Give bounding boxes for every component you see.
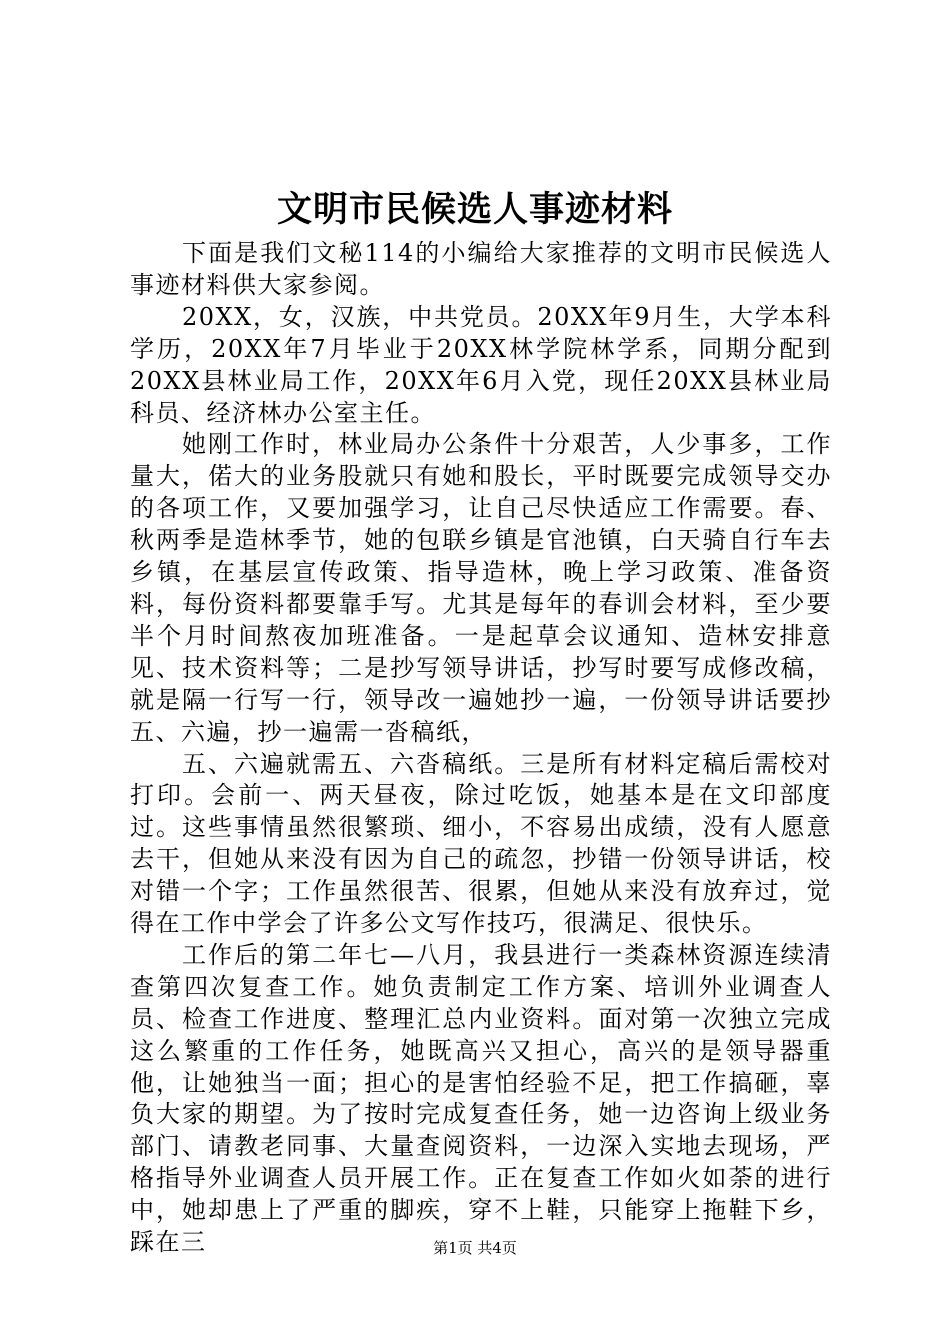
page-number-footer: 第1页 共4页 — [433, 1239, 517, 1257]
document-body — [130, 238, 832, 1259]
paragraph: 20XX，女，汉族，中共党员。20XX年9月生，大学本科学历，20XX年7月毕业于20XX林学院林学系，同期分配到20XX县林业局工作，20XX年6月入党，现任20XX县林业局科员、经济林办公室主任。 — [130, 302, 832, 427]
paragraph: 工作后的第二年七—八月，我县进行一类森林资源连续清查第四次复查工作。她负责制定工作方案、培训外业调查人员、检查工作进度、整理汇总内业资料。面对第一次独立完成这么繁重的工作任务，她既高兴又担心，高兴的是领导器重他，让她独当一面；担心的是害怕经验不足，把工作搞砸，辜负大家的期望。为了按时完成复查任务，她一边咨询上级业务部门、请教老同事、大量查阅资料，一边深入实地去现场，严格指导外业调查人员开展工作。正在复查工作如火如荼的进行中，她却患上了严重的脚疾，穿不上鞋，只能穿上拖鞋下乡，踩在三 — [130, 940, 832, 1257]
paragraph: 她刚工作时，林业局办公条件十分艰苦，人少事多，工作量大，偌大的业务股就只有她和股长，平时既要完成领导交办的各项工作，又要加强学习，让自己尽快适应工作需要。春、秋两季是造林季节，她的包联乡镇是官池镇，白天骑自行车去乡镇，在基层宣传政策、指导造林，晚上学习政策、准备资料，每份资料都要靠手写。尤其是每年的春训会材料，至少要半个月时间熬夜加班准备。一是起草会议通知、造林安排意见、技术资料等；二是抄写领导讲话，抄写时要写成修改稿，就是隔一行写一行，领导改一遍她抄一遍，一份领导讲话要抄五、六遍，抄一遍需一沓稿纸， — [130, 430, 832, 746]
paragraph: 五、六遍就需五、六沓稿纸。三是所有材料定稿后需校对打印。会前一、两天昼夜，除过吃饭，她基本是在文印部度过。这些事情虽然很繁琐、细小，不容易出成绩，没有人愿意去干，但她从来没有因为自己的疏忽，抄错一份领导讲话，校对错一个字；工作虽然很苦、很累，但她从来没有放弃过，觉得在工作中学会了许多公文写作技巧，很满足、很快乐。 — [130, 749, 832, 938]
paragraph: 下面是我们文秘114的小编给大家推荐的文明市民候选人事迹材料供大家参阅。 — [130, 239, 832, 299]
document-title: 文明市民候选人事迹材料 — [276, 189, 673, 230]
